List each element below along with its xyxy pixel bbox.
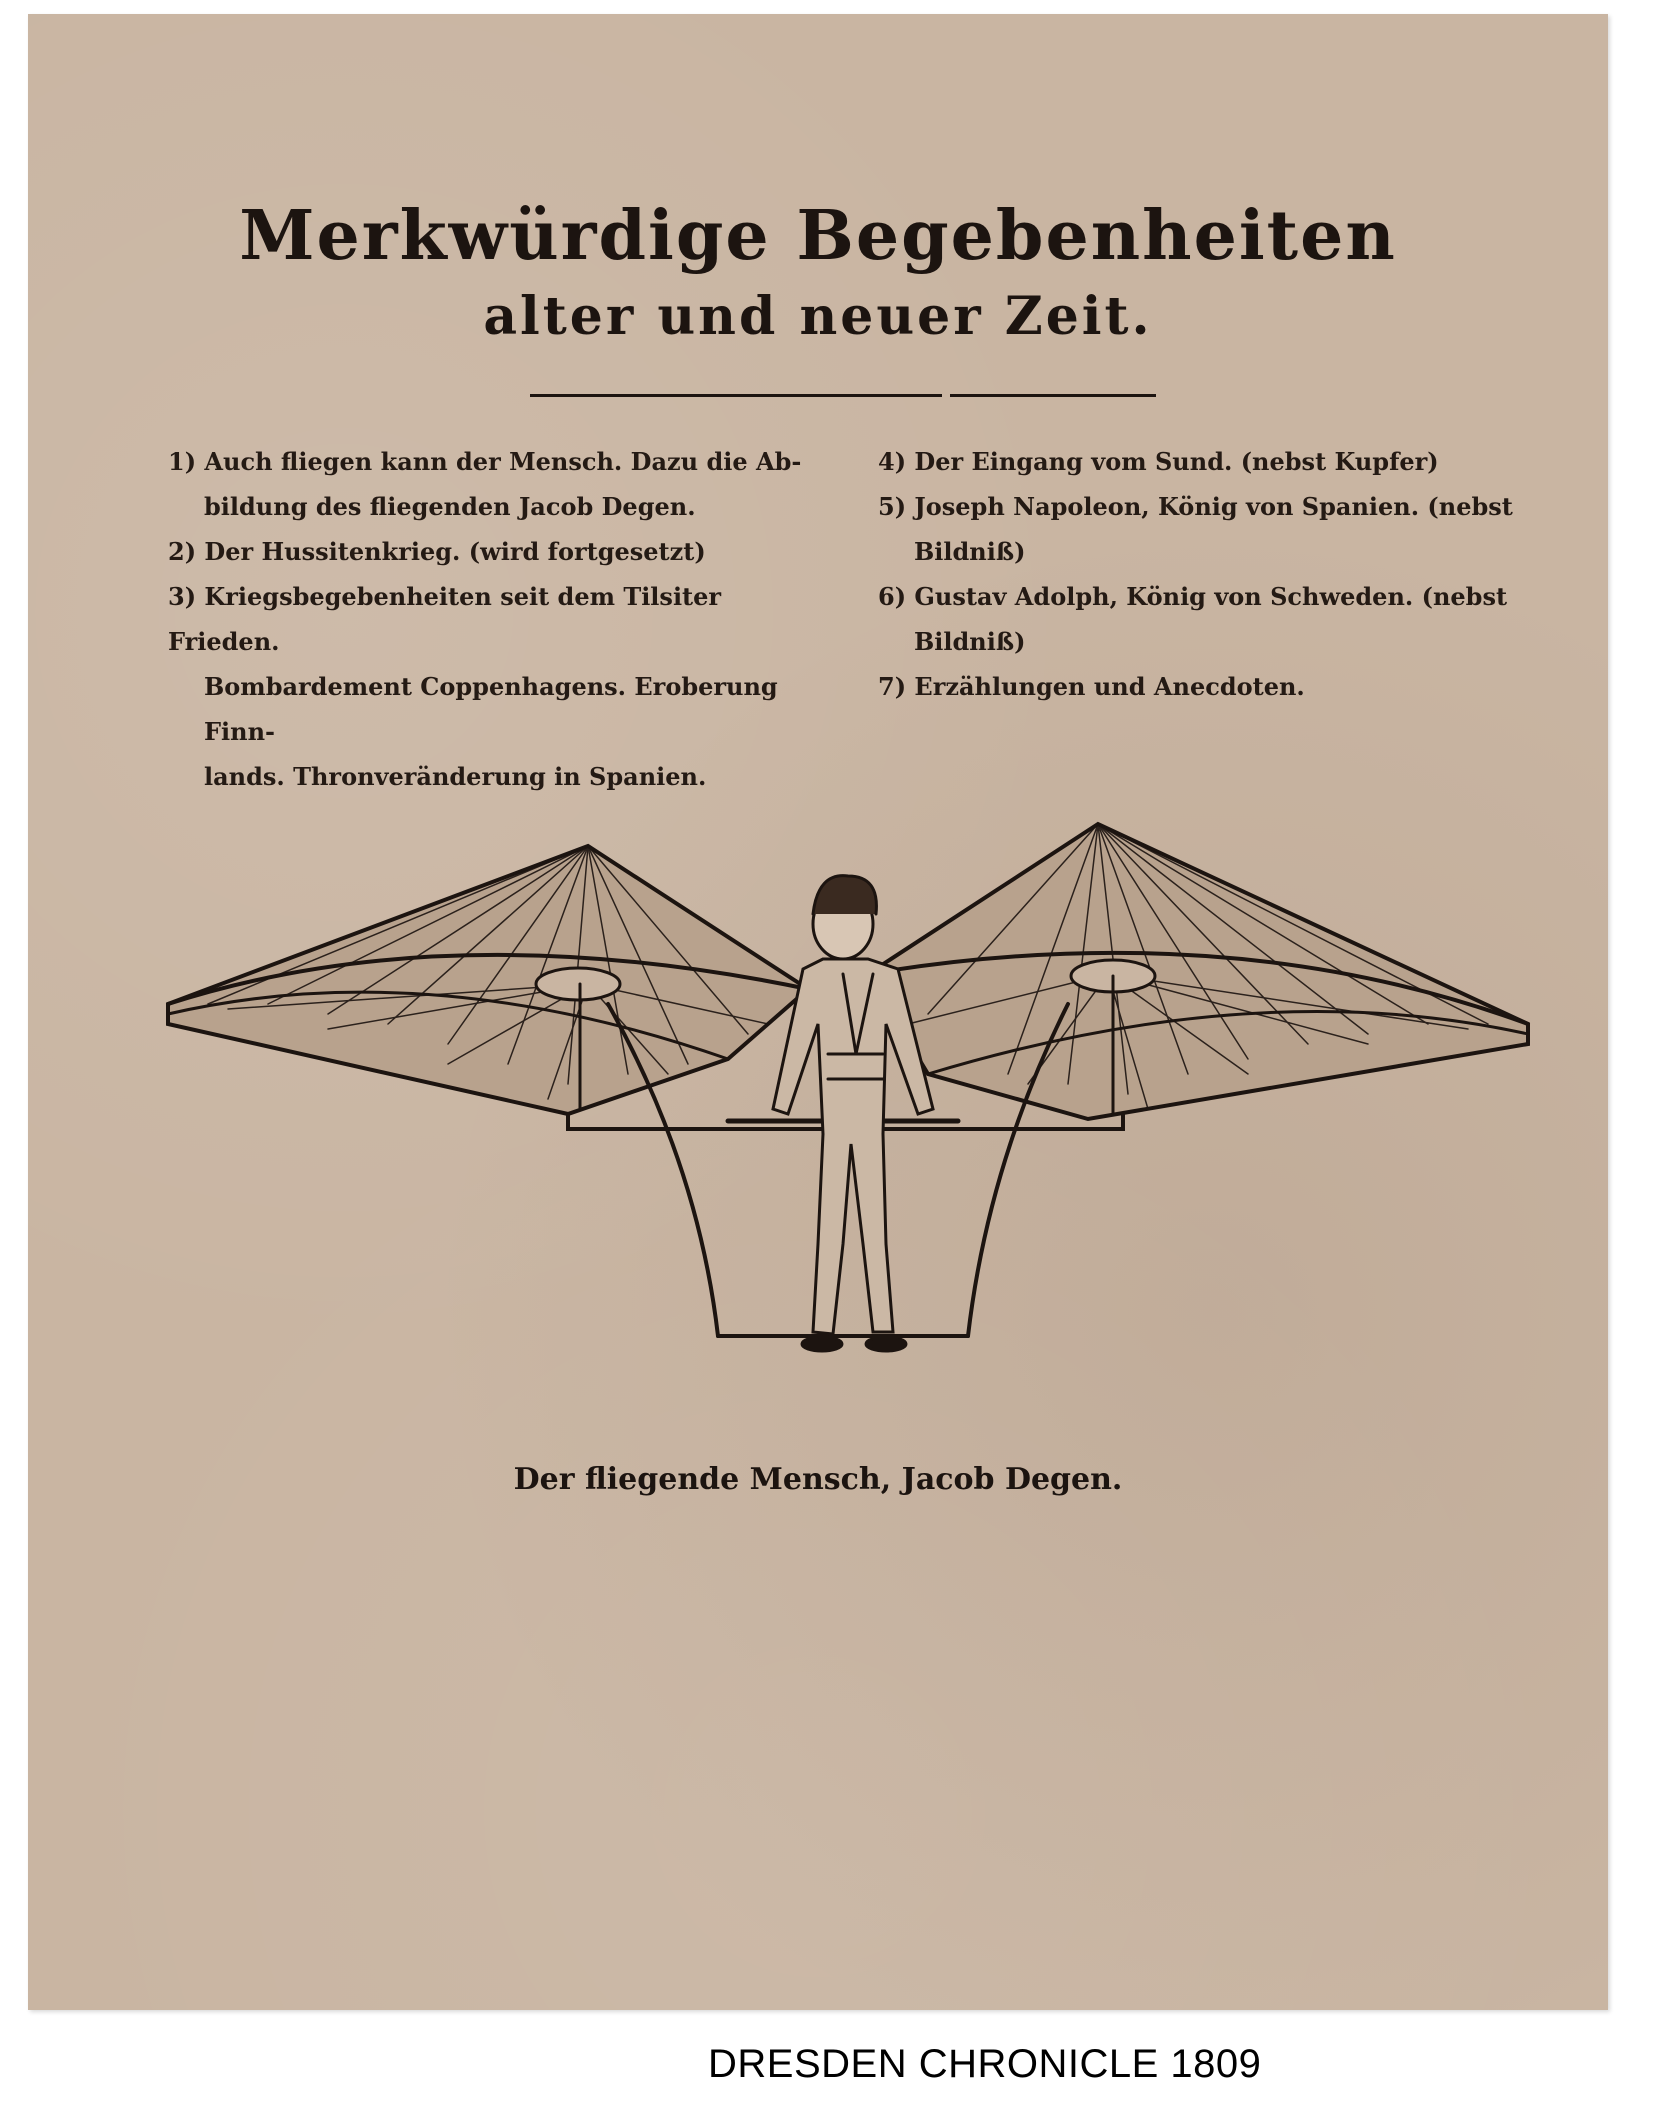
contents-line: 2) Der Hussitenkrieg. (wird fortgesetzt) [168, 537, 706, 566]
right-wing [868, 824, 1528, 1119]
contents-line: 3) Kriegsbegebenheiten seit dem Tilsiter Frieden. [168, 582, 722, 656]
contents-line: 1) Auch fliegen kann der Mensch. Dazu die Ab- [168, 447, 802, 476]
contents-line: Bildniß) [914, 537, 1026, 566]
newspaper-page [28, 14, 1608, 2010]
source-label: DRESDEN CHRONICLE 1809 [708, 2042, 1262, 2086]
contents-line: lands. Thronveränderung in Spanien. [204, 762, 707, 791]
contents-line: Bombardement Coppenhagens. Eroberung Finn- [204, 672, 778, 746]
contents-line: 5) Joseph Napoleon, König von Spanien. (nebst [878, 492, 1513, 521]
contents-line: 6) Gustav Adolph, König von Schweden. (nebst [878, 582, 1508, 611]
illustration-caption: Der fliegende Mensch, Jacob Degen. [513, 1462, 1123, 1497]
contents-line: 4) Der Eingang vom Sund. (nebst Kupfer) [878, 447, 1439, 476]
contents-line: Bildniß) [914, 627, 1026, 656]
left-wing [168, 846, 808, 1114]
contents-line: 7) Erzählungen und Anecdoten. [878, 672, 1305, 701]
headline: Merkwürdige Begebenheiten [239, 196, 1397, 276]
subheadline: alter und neuer Zeit. [483, 286, 1153, 347]
contents-line: bildung des fliegenden Jacob Degen. [204, 492, 696, 521]
flying-man-woodcut [28, 14, 1608, 2010]
